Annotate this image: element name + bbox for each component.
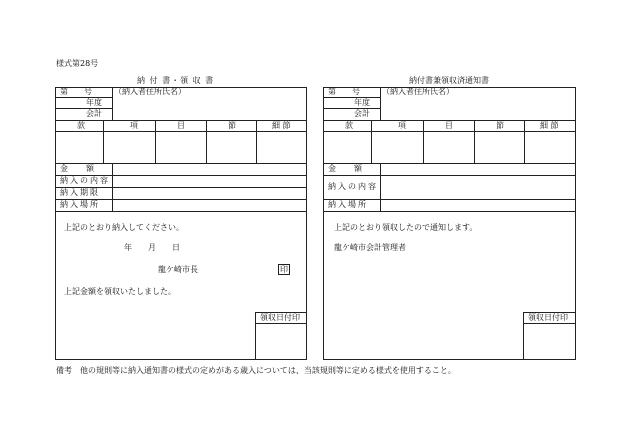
divider [55, 131, 307, 132]
left-col-saisetsu: 細 節 [272, 121, 291, 130]
divider [323, 131, 576, 132]
divider [380, 87, 381, 120]
form-number: 様式第28号 [56, 59, 99, 68]
right-col-setsu: 節 [496, 121, 504, 130]
left-number-label: 第 号 [60, 87, 92, 96]
right-number-label: 第 号 [328, 87, 360, 96]
divider [55, 211, 307, 212]
divider [423, 120, 424, 163]
right-payer-label: （納入者住所氏名） [382, 87, 454, 96]
left-col-moku: 目 [177, 121, 185, 130]
divider [112, 163, 113, 211]
left-stamp-box-label: 領収日付印 [260, 313, 300, 322]
left-content-label: 納入の内容 [60, 176, 110, 185]
divider [155, 120, 156, 163]
left-col-kou: 項 [130, 121, 138, 130]
right-col-moku: 目 [445, 121, 453, 130]
left-issuer: 龍ケ崎市長 [158, 265, 198, 274]
right-col-kou: 項 [398, 121, 406, 130]
seal-stamp-icon: 印 [280, 265, 288, 274]
right-col-kan: 款 [345, 121, 353, 130]
left-payer-label: （納入者住所氏名） [114, 87, 186, 96]
divider [255, 323, 307, 324]
right-place-label: 納入場所 [328, 200, 368, 209]
left-deadline-label: 納入期限 [60, 188, 100, 197]
left-account-label: 会計 [86, 109, 102, 118]
divider [323, 108, 380, 109]
divider [112, 87, 113, 120]
divider [523, 323, 576, 324]
left-message: 上記のとおり納入してください。 [64, 223, 184, 232]
divider [380, 163, 381, 211]
divider [323, 175, 576, 176]
left-received-text: 上記金額を領収いたしました。 [64, 287, 176, 296]
divider [206, 120, 207, 163]
right-account-label: 会計 [354, 109, 370, 118]
divider [474, 120, 475, 163]
divider [55, 108, 112, 109]
divider [103, 120, 104, 163]
footnote: 備考 他の規則等に納入通知書の様式の定めがある歳入については、当該規則等に定める様式を使用すること。 [56, 366, 456, 375]
right-amount-label: 金 額 [328, 164, 367, 173]
divider [524, 120, 525, 163]
left-col-kan: 款 [77, 121, 85, 130]
right-title: 納付書兼領収済通知書 [409, 76, 489, 85]
right-content-label: 納入の内容 [328, 182, 378, 191]
left-col-setsu: 節 [228, 121, 236, 130]
divider [371, 120, 372, 163]
left-fiscal-year-label: 年度 [86, 98, 102, 107]
right-fiscal-year-label: 年度 [354, 98, 370, 107]
divider [323, 211, 576, 212]
right-col-saisetsu: 細 節 [540, 121, 559, 130]
divider [55, 97, 112, 98]
left-amount-label: 金 額 [60, 164, 99, 173]
left-place-label: 納入場所 [60, 200, 100, 209]
left-title: 納 付 書・領 収 書 [137, 76, 215, 85]
left-date-line: 年 月 日 [124, 243, 180, 252]
right-stamp-box-label: 領収日付印 [528, 313, 568, 322]
divider [323, 97, 380, 98]
right-issuer: 龍ケ崎市会計管理者 [334, 243, 406, 252]
right-message: 上記のとおり領収したので通知します。 [334, 223, 478, 232]
divider [256, 120, 257, 163]
